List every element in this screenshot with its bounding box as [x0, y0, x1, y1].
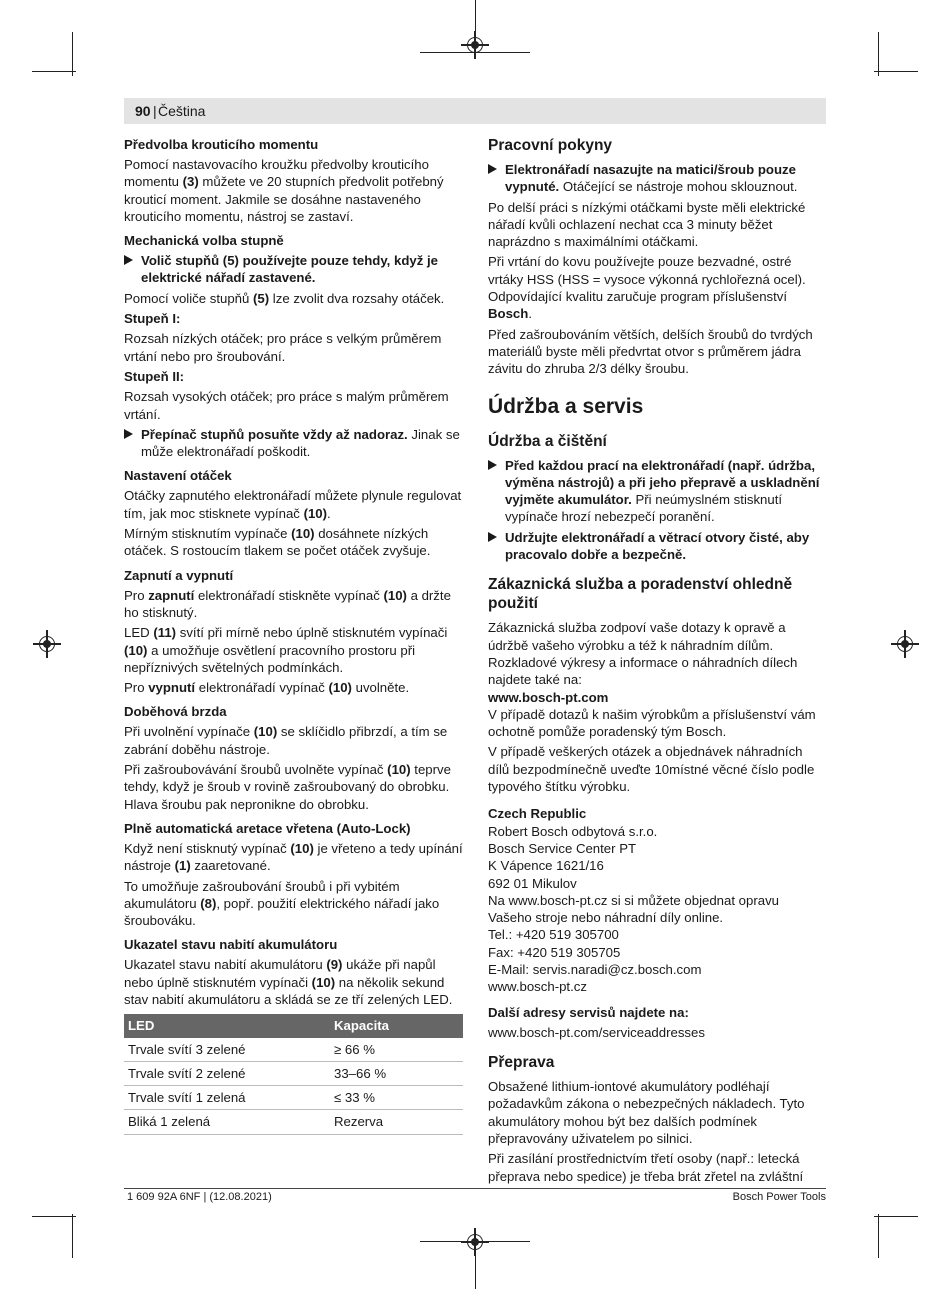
warning-item: Před každou prací na elektronářadí (např. údržba, výměna nástrojů) a při jeho přepravě a uskladnění vyjměte akumulátor. Při neúmyslném stisknutí vypínače hrozí nebezpečí poranění.: [488, 457, 826, 526]
section-title: Zákaznická služba a poradenství ohledně použití: [488, 576, 793, 613]
paragraph: Při vrtání do kovu používejte pouze bezvadné, ostré vrtáky HSS (HSS = vysoce výkonná rychlořezná ocel). Odpovídající kvalitu zaručuje program příslušenství Bosch.: [488, 254, 806, 322]
stage-title: Stupeň II:: [124, 368, 185, 384]
paragraph: Ukazatel stavu nabití akumulátoru (9) ukáže při napůl nebo úplně stisknutém vypínači (10) na několik sekund stav nabití akumulátoru a skládá se ze tří zelených LED.: [124, 957, 453, 1007]
footer-brand: Bosch Power Tools: [732, 1191, 826, 1203]
header-separator: |: [153, 103, 157, 119]
address-line: K Vápence 1621/16: [488, 858, 604, 874]
crop-mark: [475, 1255, 476, 1289]
page-header: [124, 98, 826, 124]
crop-mark: [475, 0, 476, 34]
warning-arrow-icon: [488, 532, 497, 542]
address-line: Tel.: +420 519 305700: [488, 927, 619, 943]
paragraph: Při zašroubovávání šroubů uvolněte vypínač (10) teprve tehdy, když je šroub v rovině zašroubovaný do obrobku. Hlava šroubu pak nepronikne do obrobku.: [124, 762, 451, 812]
paragraph: Pomocí voliče stupňů (5) lze zvolit dva rozsahy otáček.: [124, 290, 445, 306]
paragraph: Obsažené lithium-iontové akumulátory podléhají požadavkům zákona o nebezpečných nákladech. Tyto akumulátory mohou být bez dalších podmínek přepravovány uživatelem po silnici.: [488, 1079, 805, 1147]
more-addresses-url: www.bosch-pt.com/serviceaddresses: [488, 1024, 705, 1040]
address-line: Fax: +420 519 305705: [488, 944, 621, 960]
chapter-title: Údržba a servis: [488, 394, 644, 418]
section-title: Ukazatel stavu nabití akumulátoru: [124, 937, 338, 953]
crop-mark: [72, 32, 73, 76]
section-title: Pracovní pokyny: [488, 137, 613, 154]
stage-title: Stupeň I:: [124, 311, 181, 327]
table-row: [124, 1038, 463, 1062]
paragraph: Při uvolnění vypínače (10) se sklíčidlo přibrzdí, a tím se zabrání doběhu nástroje.: [124, 724, 448, 757]
address-line: www.bosch-pt.cz: [488, 979, 587, 995]
country-title: Czech Republic: [488, 806, 587, 822]
crop-mark: [874, 71, 918, 72]
paragraph: Když není stisknutý vypínač (10) je vřeteno a tedy upínání nástroje (1) zaaretované.: [124, 840, 463, 874]
crop-mark: [878, 32, 879, 76]
warning-item: Přepínač stupňů posuňte vždy až nadoraz. Jinak se může elektronářadí poškodit.: [124, 426, 463, 461]
section-title: Plně automatická aretace vřetena (Auto-Lock): [124, 820, 411, 836]
paragraph: Rozsah vysokých otáček; pro práce s malým průměrem vrtání.: [124, 389, 449, 422]
paragraph: V případě dotazů k našim výrobkům a příslušenství vám ochotně pomůže poradenský tým Bosch.: [488, 706, 816, 740]
table-cell: ≤ 33 %: [330, 1086, 463, 1110]
paragraph: Pro vypnutí elektronářadí vypínač (10) uvolněte.: [124, 680, 410, 696]
registration-mark-icon: [467, 1234, 483, 1250]
section-title: Nastavení otáček: [124, 468, 232, 484]
table-cell: Rezerva: [330, 1110, 463, 1134]
crop-mark: [72, 1214, 73, 1258]
right-column: [488, 136, 826, 1188]
section-title: Mechanická volba stupně: [124, 233, 284, 249]
warning-item: Udržujte elektronářadí a větrací otvory čisté, aby pracovalo dobře a bezpečně.: [488, 529, 826, 564]
address-line: Robert Bosch odbytová s.r.o.: [488, 823, 658, 839]
registration-mark-icon: [467, 37, 483, 53]
section-title: Předvolba krouticího momentu: [124, 137, 319, 152]
section-title: Doběhová brzda: [124, 704, 227, 720]
paragraph: Po delší práci s nízkými otáčkami byste měli elektrické nářadí kvůli ochlazení nechat cca 3 minuty běžet naprázdno s maximálními otáčkami.: [488, 199, 806, 250]
warning-arrow-icon: [124, 429, 133, 439]
crop-mark: [874, 1216, 918, 1217]
paragraph: To umožňuje zašroubování šroubů i při vybitém akumulátoru (8), popř. použití elektrického nářadí jako šroubováku.: [124, 878, 440, 929]
warning-arrow-icon: [488, 460, 497, 470]
section-title: Údržba a čištění: [488, 432, 607, 450]
footer-divider: [124, 1188, 826, 1189]
table-header-row: [124, 1014, 463, 1037]
registration-mark-icon: [897, 636, 913, 652]
registration-mark-icon: [39, 636, 55, 652]
paragraph: Mírným stisknutím vypínače (10) dosáhnete nízkých otáček. S rostoucím tlakem se počet otáček zvyšuje.: [124, 526, 431, 559]
table-row: [124, 1110, 463, 1134]
paragraph: Pro zapnutí elektronářadí stiskněte vypínač (10) a držte ho stisknutý.: [124, 587, 451, 620]
page-number: 90: [135, 103, 151, 119]
paragraph: LED (11) svítí při mírně nebo úplně stisknutém vypínači (10) a umožňuje osvětlení pracovního prostoru při nepříznivých světelných podmínkách.: [124, 625, 448, 675]
table-cell: Trvale svítí 3 zelené: [124, 1038, 330, 1062]
table-header: LED: [124, 1014, 330, 1037]
warning-item: Volič stupňů (5) používejte pouze tehdy, když je elektrické nářadí zastavené.: [124, 252, 463, 287]
paragraph: Otáčky zapnutého elektronářadí můžete plynule regulovat tím, jak moc stisknete vypínač (10).: [124, 488, 462, 521]
crop-mark: [32, 1216, 76, 1217]
address-line: Na www.bosch-pt.cz si si můžete objednat opravu Vašeho stroje nebo náhradní díly online.: [488, 892, 779, 926]
table-cell: 33–66 %: [330, 1061, 463, 1085]
address-line: Bosch Service Center PT: [488, 840, 637, 856]
paragraph: V případě veškerých otázek a objednávek náhradních dílů bezpodmínečně uveďte 10místné věcné číslo podle typového štítku výrobku.: [488, 744, 815, 795]
charge-table: [124, 1014, 463, 1134]
table-cell: Trvale svítí 1 zelená: [124, 1086, 330, 1110]
table-header: Kapacita: [330, 1014, 463, 1037]
table-cell: Bliká 1 zelená: [124, 1110, 330, 1134]
address-line: 692 01 Mikulov: [488, 875, 577, 891]
section-title: Zapnutí a vypnutí: [124, 567, 234, 583]
service-url: www.bosch-pt.com: [488, 689, 609, 705]
warning-arrow-icon: [488, 164, 497, 174]
crop-mark: [32, 71, 76, 72]
table-cell: ≥ 66 %: [330, 1038, 463, 1062]
footer-doc-number: 1 609 92A 6NF | (12.08.2021): [127, 1191, 272, 1203]
left-column: [124, 136, 463, 1135]
crop-mark: [878, 1214, 879, 1258]
table-row: [124, 1086, 463, 1110]
paragraph: Rozsah nízkých otáček; pro práce s velkým průměrem vrtání nebo pro šroubování.: [124, 331, 442, 364]
address-block: [488, 823, 826, 996]
warning-item: Elektronářadí nasazujte na matici/šroub pouze vypnuté. Otáčející se nástroje mohou sklouznout.: [488, 161, 826, 196]
paragraph: Při zasílání prostřednictvím třetí osoby (např.: letecká přeprava nebo spedice) je třeba brát zřetel na zvláštní: [488, 1151, 804, 1184]
header-language: Čeština: [158, 103, 206, 119]
section-title: Přeprava: [488, 1054, 555, 1072]
more-addresses-title: Další adresy servisů najdete na:: [488, 1004, 689, 1020]
paragraph: Před zašroubováním větších, delších šroubů do tvrdých materiálů byste měli předvrtat otvor s průměrem jádra závitu do zhruba 2/3 délky šroubu.: [488, 326, 813, 377]
address-line: E-Mail: servis.naradi@cz.bosch.com: [488, 961, 702, 977]
table-row: [124, 1061, 463, 1085]
paragraph: Zákaznická služba zodpoví vaše dotazy k opravě a údržbě vašeho výrobku a též k náhradním dílům. Rozkladové výkresy a informace o náhradních dílech najdete také na:: [488, 620, 798, 688]
paragraph: Pomocí nastavovacího kroužku předvolby krouticího momentu (3) můžete ve 20 stupních předvolit potřebný krouticí moment. Jakmile se dosáhne nastaveného krouticího momentu, nástroj se zastaví.: [124, 157, 444, 224]
warning-arrow-icon: [124, 255, 133, 265]
table-cell: Trvale svítí 2 zelené: [124, 1061, 330, 1085]
